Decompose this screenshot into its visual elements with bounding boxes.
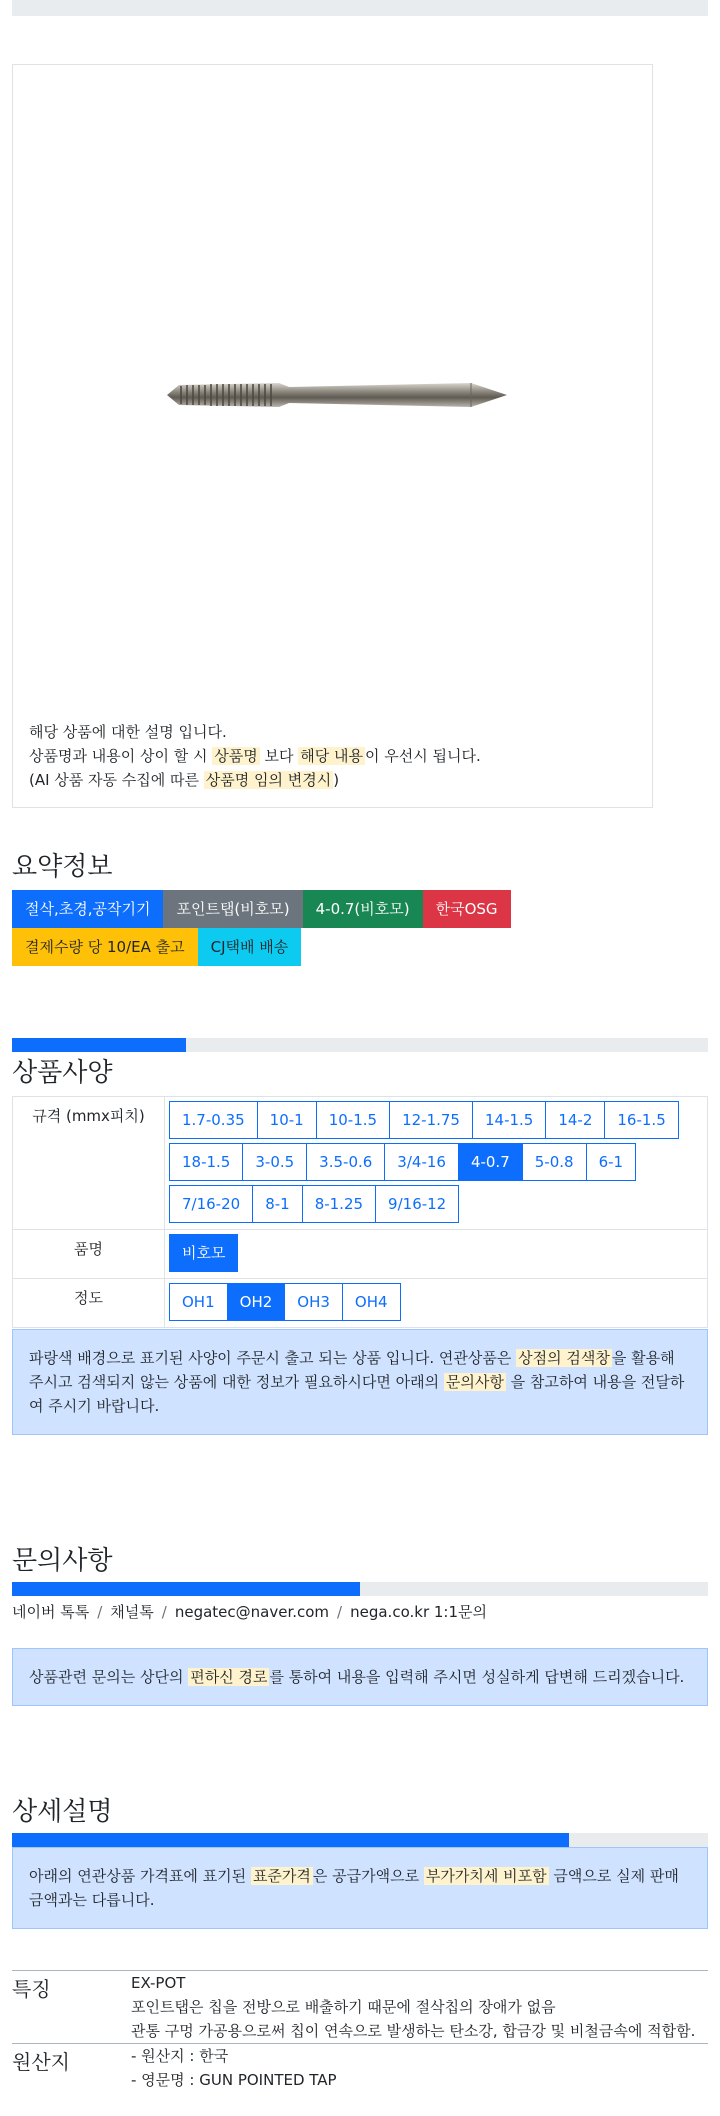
- inquiry-notice-highlight: 편하신 경로: [190, 1668, 268, 1686]
- feature-value: [131, 2044, 708, 2092]
- spec-option-button[interactable]: OH1: [169, 1283, 228, 1321]
- detail-notice-text: 아래의 연관상품 가격표에 표기된: [29, 1867, 251, 1885]
- progress-fill: [12, 1582, 360, 1596]
- spec-option-button[interactable]: 7/16-20: [169, 1185, 253, 1223]
- badge-row: [12, 928, 708, 966]
- link-separator: /: [161, 1603, 167, 1621]
- contact-link[interactable]: negatec@naver.com: [174, 1603, 330, 1621]
- description-text: (AI 상품 자동 수집에 따른: [29, 771, 204, 789]
- inquiry-notice-text: 를 통하여 내용을 입력해 주시면 성실하게 답변해 드리겠습니다.: [269, 1668, 685, 1686]
- inquiry-progress-bar: [12, 1582, 708, 1596]
- feature-key: 원산지: [12, 2050, 70, 2074]
- description-highlight: 상품명: [214, 747, 258, 765]
- spec-option-button[interactable]: 비호모: [169, 1234, 238, 1272]
- feature-line: EX-POT: [131, 1974, 186, 1992]
- top-bar: [12, 0, 708, 16]
- detail-notice: [12, 1847, 708, 1929]
- summary-badge: 절삭,초경,공작기기: [12, 890, 163, 928]
- spec-option-button[interactable]: 10-1.5: [316, 1101, 390, 1139]
- link-separator: /: [337, 1603, 343, 1621]
- spec-option-button[interactable]: 18-1.5: [169, 1143, 243, 1181]
- feature-line: 포인트탭은 칩을 전방으로 배출하기 때문에 절삭칩의 장애가 없음: [131, 1998, 556, 2016]
- spec-label: 정도: [13, 1279, 165, 1328]
- spec-notice-text: 을 참고하여 내용을 전달하여 주시기 바랍니다.: [29, 1373, 685, 1415]
- link-separator: /: [97, 1603, 103, 1621]
- spec-row: [13, 1097, 708, 1230]
- contact-link[interactable]: 채널톡: [110, 1603, 154, 1621]
- spec-option-button[interactable]: 3-0.5: [242, 1143, 307, 1181]
- description-text: ): [333, 771, 340, 789]
- detail-progress-bar: [12, 1833, 708, 1847]
- summary-badge: CJ택배 배송: [198, 928, 302, 966]
- detail-notice-highlight: 부가가치세 비포함: [425, 1867, 547, 1885]
- spec-notice-highlight: 상점의 검색창: [518, 1349, 610, 1367]
- detail-title: 상세설명: [12, 1797, 113, 1827]
- summary-badges: [12, 890, 708, 966]
- spec-row: [13, 1279, 708, 1328]
- inquiry-notice: [12, 1648, 708, 1706]
- detail-notice-text: 은 공급가액으로: [312, 1867, 424, 1885]
- spec-label: 품명: [13, 1230, 165, 1279]
- detail-notice-text: 금액으로 실제 판매금액과는 다릅니다.: [29, 1867, 679, 1909]
- spec-options: [165, 1230, 708, 1279]
- spec-notice-highlight: 문의사항: [445, 1373, 504, 1391]
- description-line: [29, 744, 481, 768]
- spec-option-button[interactable]: 4-0.7: [458, 1143, 523, 1181]
- spec-option-button[interactable]: 10-1: [257, 1101, 317, 1139]
- product-description: [29, 720, 481, 792]
- spec-options: [165, 1097, 708, 1230]
- description-highlight: 상품명 임의 변경시: [205, 771, 332, 789]
- spec-title: 상품사양: [12, 1058, 113, 1088]
- spec-option-button[interactable]: OH3: [284, 1283, 343, 1321]
- spec-option-button[interactable]: 16-1.5: [604, 1101, 678, 1139]
- spec-notice: [12, 1329, 708, 1435]
- spec-options: [165, 1279, 708, 1328]
- product-image-panel: [12, 64, 653, 808]
- feature-line: - 영문명 : GUN POINTED TAP: [131, 2071, 337, 2089]
- feature-row: [12, 1970, 708, 2043]
- summary-title: 요약정보: [12, 852, 113, 882]
- summary-badge: 4-0.7(비호모): [303, 890, 423, 928]
- spec-table: [12, 1096, 708, 1328]
- spec-label: 규격 (mmx피치): [13, 1097, 165, 1230]
- spec-option-button[interactable]: 8-1.25: [302, 1185, 376, 1223]
- spec-option-button[interactable]: 12-1.75: [389, 1101, 473, 1139]
- inquiry-notice-text: 상품관련 문의는 상단의: [29, 1668, 189, 1686]
- inquiry-title: 문의사항: [12, 1546, 113, 1576]
- description-text: 상품명과 내용이 상이 할 시: [29, 747, 213, 765]
- spec-option-button[interactable]: 3.5-0.6: [306, 1143, 385, 1181]
- description-line: [29, 720, 481, 744]
- feature-value: [131, 1971, 708, 2043]
- feature-key: 특징: [12, 1977, 51, 2001]
- progress-fill: [12, 1038, 186, 1052]
- spec-option-button[interactable]: 1.7-0.35: [169, 1101, 258, 1139]
- summary-badge: 포인트탭(비호모): [163, 890, 302, 928]
- spec-option-button[interactable]: 5-0.8: [522, 1143, 587, 1181]
- spec-option-button[interactable]: 9/16-12: [375, 1185, 459, 1223]
- spec-notice-text: 파랑색 배경으로 표기된 사양이 주문시 출고 되는 상품 입니다. 연관상품은: [29, 1349, 517, 1367]
- spec-option-button[interactable]: 14-1.5: [472, 1101, 546, 1139]
- summary-badge: 결제수량 당 10/EA 출고: [12, 928, 198, 966]
- feature-table: [12, 1970, 708, 2092]
- description-text: 보다: [259, 747, 299, 765]
- description-line: [29, 768, 481, 792]
- contact-link[interactable]: nega.co.kr 1:1문의: [350, 1603, 487, 1621]
- contact-link[interactable]: 네이버 톡톡: [12, 1603, 90, 1621]
- badge-row: [12, 890, 708, 928]
- feature-line: - 원산지 : 한국: [131, 2047, 229, 2065]
- description-text: 이 우선시 됩니다.: [364, 747, 481, 765]
- spec-option-button[interactable]: 8-1: [252, 1185, 303, 1223]
- spec-row: [13, 1230, 708, 1279]
- description-text: 해당 상품에 대한 설명 입니다.: [29, 723, 227, 741]
- contact-links: [12, 1601, 487, 1622]
- spec-option-button[interactable]: 6-1: [586, 1143, 637, 1181]
- spec-progress-bar: [12, 1038, 708, 1052]
- summary-badge: 한국OSG: [423, 890, 511, 928]
- description-highlight: 해당 내용: [300, 747, 363, 765]
- progress-fill: [12, 1833, 569, 1847]
- feature-line: 관통 구멍 가공용으로써 칩이 연속으로 발생하는 탄소강, 합금강 및 비철금속에 적합함.: [131, 2022, 696, 2040]
- spec-option-button[interactable]: OH2: [227, 1283, 286, 1321]
- spec-option-button[interactable]: OH4: [342, 1283, 401, 1321]
- spec-option-button[interactable]: 3/4-16: [384, 1143, 459, 1181]
- spec-option-button[interactable]: 14-2: [545, 1101, 605, 1139]
- feature-row: [12, 2043, 708, 2092]
- spec-notice-text: 을 활용해 주시고 검색되지 않는 상품에 대한 정보가 필요하시다면 아래의: [29, 1349, 675, 1391]
- pointed-tap-image: [161, 365, 511, 425]
- detail-notice-highlight: 표준가격: [252, 1867, 311, 1885]
